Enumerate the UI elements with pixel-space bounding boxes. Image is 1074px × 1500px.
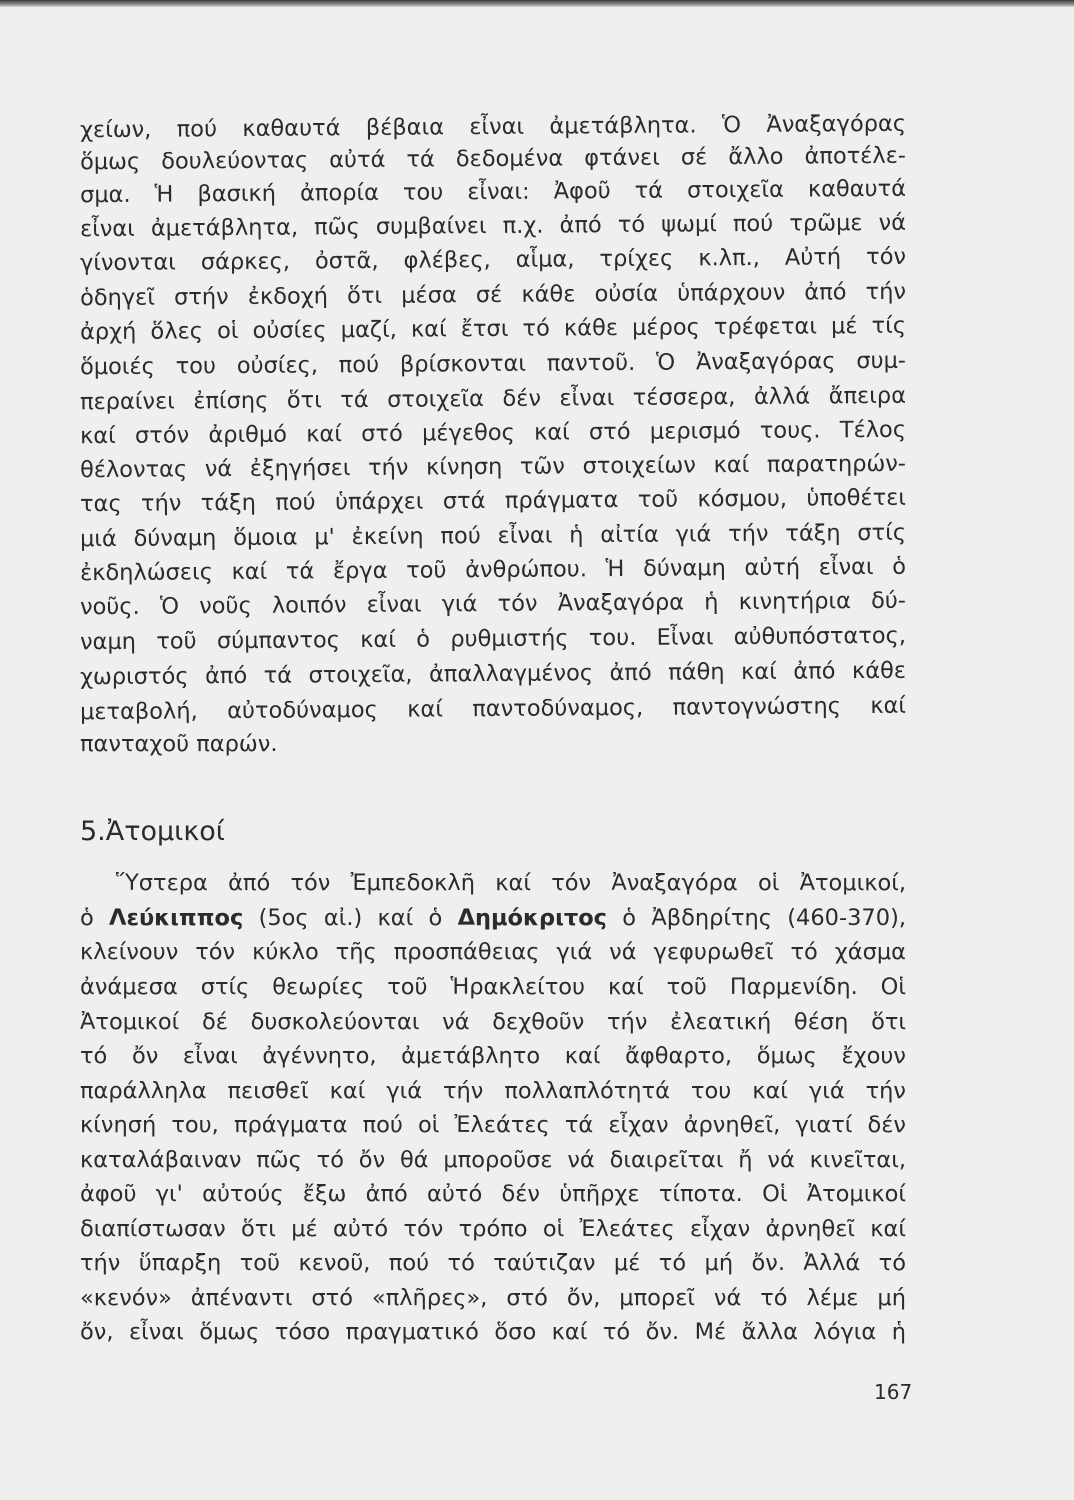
text-line: ἀφοῦ γι' αὐτούς ἔξω ἀπό αὐτό δέν ὑπῆρχε τίποτα. Οἱ Ἀτομικοί [80, 1181, 906, 1207]
text-line: κλείνουν τόν κύκλο τῆς προσπάθειας γιά νά γεφυρωθεῖ τό χάσμα [80, 939, 906, 965]
text-fragment: ὁ Ἀβδηρίτης (460-370), [607, 905, 906, 931]
text-line: καί στόν ἀριθμό καί στό μέγεθος καί στό μερισμό τους. Τέλος [79, 416, 907, 450]
text-line: ὅμως δουλεύοντας αὐτά τά δεδομένα φτάνει σέ ἄλλο ἀποτέλε- [79, 142, 907, 176]
text-line: μεταβολή, αὐτοδύναμος καί παντοδύναμος, παντογνώστης καί [79, 692, 907, 726]
text-fragment: (5ος αἰ.) καί ὁ [243, 905, 458, 931]
text-line: παράλληλα πεισθεῖ καί γιά τήν πολλαπλότητά του καί γιά τήν [80, 1078, 906, 1104]
text-line: ὄν, εἶναι ὅμως τόσο πραγματικό ὅσο καί τό ὄν. Μέ ἄλλα λόγια ἡ [80, 1319, 906, 1345]
section-heading: 5.Ἀτομικοί [80, 816, 225, 847]
text-line-with-names [80, 907, 906, 930]
text-line: ἐκδηλώσεις καί τά ἔργα τοῦ ἀνθρώπου. Ἡ δύναμη αὐτή εἶναι ὁ [79, 553, 907, 587]
text-line: γίνονται σάρκες, ὀστᾶ, φλέβες, αἷμα, τρίχες κ.λπ., Αὐτή τόν [79, 243, 907, 277]
text-line: θέλοντας νά ἐξηγήσει τήν κίνηση τῶν στοιχείων καί παρατηρών- [79, 450, 907, 484]
text-line: περαίνει ἐπίσης ὅτι τά στοιχεῖα δέν εἶναι τέσσερα, ἀλλά ἄπειρα [79, 382, 907, 416]
page-top-edge [0, 0, 1074, 7]
text-line: διαπίστωσαν ὅτι μέ αὐτό τόν τρόπο οἱ Ἐλεάτες εἶχαν ἀρνηθεῖ καί [80, 1216, 906, 1242]
text-line: καταλάβαιναν πῶς τό ὄν θά μποροῦσε νά διαιρεῖται ἤ νά κινεῖται, [80, 1147, 906, 1173]
text-line: τήν ὕπαρξη τοῦ κενοῦ, πού τό ταύτιζαν μέ τό μή ὄν. Ἀλλά τό [80, 1250, 906, 1276]
text-line: πανταχοῦ παρών. [80, 731, 278, 757]
text-fragment: ὁ [80, 905, 110, 931]
text-line: ναμη τοῦ σύμπαντος καί ὁ ρυθμιστής του. Εἶναι αὐθυπόστατος, [79, 622, 907, 656]
name-demokritos: Δημόκριτος [457, 905, 608, 931]
text-line: τό ὄν εἶναι ἀγέννητο, ἀμετάβλητο καί ἄφθαρτο, ὅμως ἔχουν [80, 1043, 906, 1069]
text-line: χείων, πού καθαυτά βέβαια εἶναι ἀμετάβλητα. Ὁ Ἀναξαγόρας [79, 110, 907, 144]
text-line: εἶναι ἀμετάβλητα, πῶς συμβαίνει π.χ. ἀπό τό ψωμί πού τρῶμε νά [79, 209, 907, 243]
text-line: τας τήν τάξη πού ὑπάρχει στά πράγματα τοῦ κόσμου, ὑποθέτει [79, 484, 907, 518]
text-line: σμα. Ἡ βασική ἀπορία του εἶναι: Ἀφοῦ τά στοιχεῖα καθαυτά [79, 175, 907, 209]
text-line: «κενόν» ἀπέναντι στό «πλῆρες», στό ὄν, μπορεῖ νά τό λέμε μή [80, 1285, 906, 1311]
name-leukippos: Λεύκιππος [109, 905, 244, 931]
text-line: νοῦς. Ὁ νοῦς λοιπόν εἶναι γιά τόν Ἀναξαγόρα ἡ κινητήρια δύ- [79, 587, 907, 621]
text-line: Ἀτομικοί δέ δυσκολεύονται νά δεχθοῦν τήν ἐλεατική θέση ὅτι [80, 1009, 906, 1035]
text-line: κίνησή του, πράγματα πού οἱ Ἐλεάτες τά εἶχαν ἀρνηθεῖ, γιατί δέν [80, 1112, 906, 1138]
text-line: ἀνάμεσα στίς θεωρίες τοῦ Ἡρακλείτου καί τοῦ Παρμενίδη. Οἱ [80, 974, 906, 1000]
text-line: ἀρχή ὅλες οἱ οὐσίες μαζί, καί ἔτσι τό κάθε μέρος τρέφεται μέ τίς [79, 312, 907, 346]
page-number: 167 [874, 1380, 913, 1404]
text-line: Ὕστερα ἀπό τόν Ἐμπεδοκλῆ καί τόν Ἀναξαγόρα οἱ Ἀτομικοί, [116, 870, 906, 896]
text-line: ὁδηγεῖ στήν ἐκδοχή ὅτι μέσα σέ κάθε οὐσία ὑπάρχουν ἀπό τήν [79, 278, 907, 312]
text-line: ὅμοιές του οὐσίες, πού βρίσκονται παντοῦ. Ὁ Ἀναξαγόρας συμ- [79, 347, 907, 381]
text-line: μιά δύναμη ὅμοια μ' ἐκείνη πού εἶναι ἡ αἰτία γιά τήν τάξη στίς [79, 519, 907, 553]
text-line: χωριστός ἀπό τά στοιχεῖα, ἀπαλλαγμένος ἀπό πάθη καί ἀπό κάθε [79, 657, 907, 691]
